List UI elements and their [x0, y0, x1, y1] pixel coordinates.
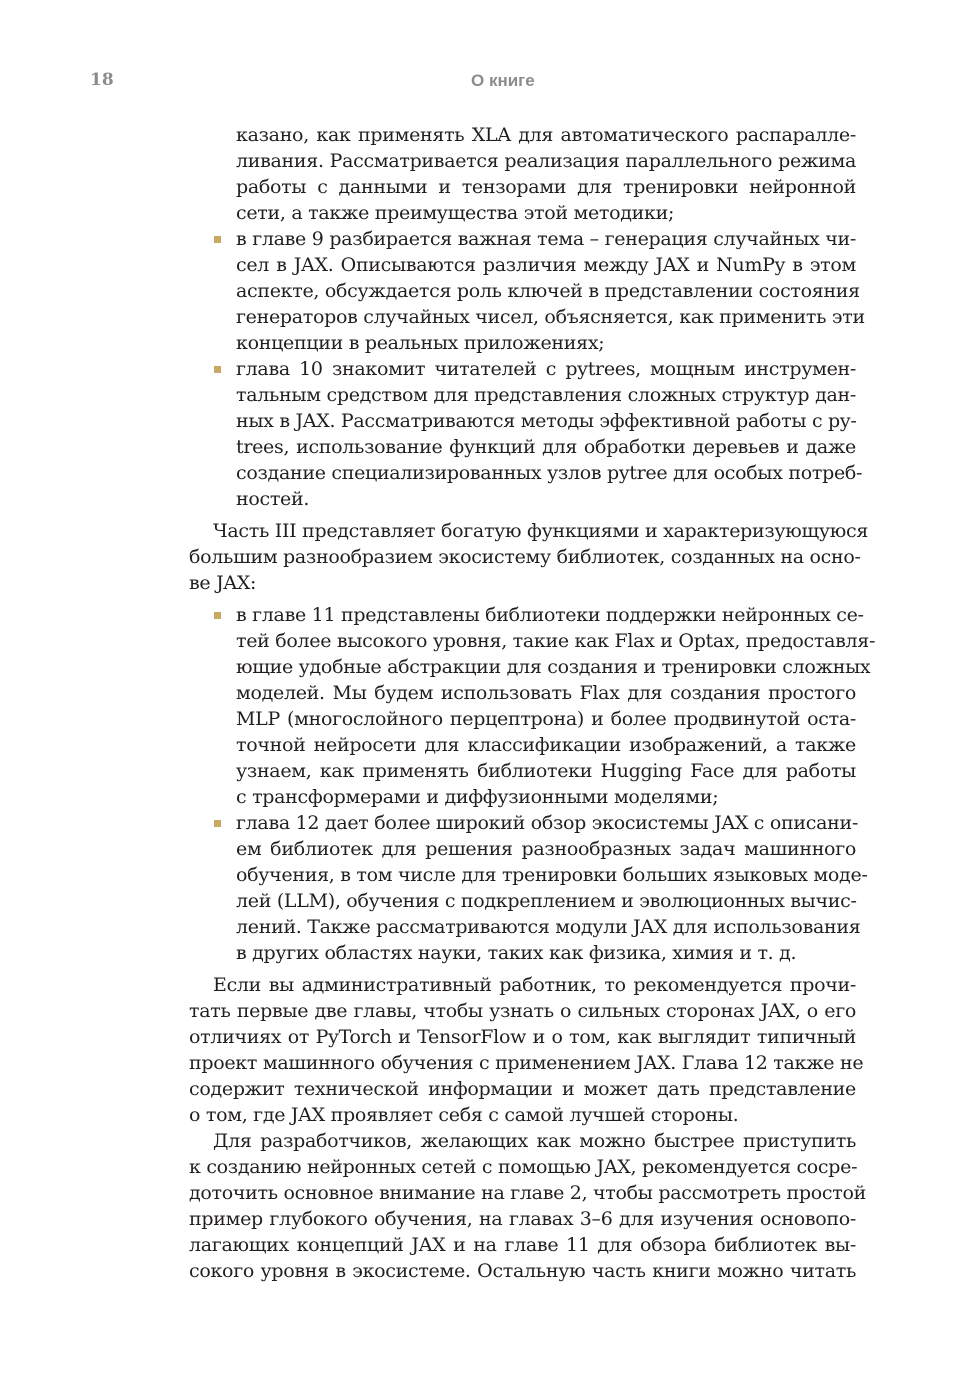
text-line: лений. Также рассматриваются модули JAX для использования — [236, 916, 861, 938]
text-line: ностей. — [236, 488, 310, 510]
text-line: trees, использование функций для обработки деревьев и даже — [236, 436, 856, 458]
text-line: содержит технической информации и может дать представление — [189, 1078, 856, 1100]
bulleted-list — [189, 602, 876, 966]
text-line: о том, где JAX проявляет себя с самой лучшей стороны. — [189, 1104, 739, 1126]
text-line: Если вы административный работник, то рекомендуется прочи- — [213, 974, 856, 996]
text-line: Часть III представляет богатую функциями и характеризующуюся — [213, 520, 869, 542]
bullet-square-icon — [214, 236, 221, 243]
text-line: сокого уровня в экосистеме. Остальную часть книги можно читать — [189, 1260, 856, 1282]
text-line: отличиях от PyTorch и TensorFlow и о том, как выглядит типичный — [189, 1026, 856, 1048]
text-line: с трансформерами и диффузионными моделями; — [236, 786, 719, 808]
text-line: сел в JAX. Описываются различия между JAX и NumPy в этом — [236, 254, 856, 276]
text-line: работы с данными и тензорами для тренировки нейронной — [236, 176, 856, 198]
bullet-square-icon — [214, 820, 221, 827]
list-item — [189, 602, 876, 810]
list-item — [189, 810, 868, 966]
text-line: в главе 11 представлены библиотеки поддержки нейронных се- — [236, 604, 864, 626]
text-line: точной нейросети для классификации изображений, а также — [236, 734, 856, 756]
text-line: аспекте, обсуждается роль ключей в представлении состояния — [236, 280, 860, 302]
bulleted-list — [189, 122, 865, 512]
text-line: к созданию нейронных сетей с помощью JAX, рекомендуется сосре- — [189, 1156, 858, 1178]
list-item — [189, 226, 865, 356]
text-line: тальным средством для представления сложных структур дан- — [236, 384, 856, 406]
running-title: О книге — [471, 71, 535, 90]
text-line: создание специализированных узлов pytree для особых потреб- — [236, 462, 863, 484]
text-line: тать первые две главы, чтобы узнать о сильных сторонах JAX, о его — [189, 1000, 856, 1022]
text-line: пример глубокого обучения, на главах 3–6 для изучения основопо- — [189, 1208, 856, 1230]
text-line: глава 12 дает более широкий обзор экосистемы JAX с описани- — [236, 812, 858, 834]
text-line: ющие удобные абстракции для создания и тренировки сложных — [236, 656, 871, 678]
text-line: моделей. Мы будем использовать Flax для создания простого — [236, 682, 856, 704]
page-body — [189, 122, 876, 1290]
text-line: доточить основное внимание на главе 2, чтобы рассмотреть простой — [189, 1182, 866, 1204]
paragraph — [189, 518, 869, 596]
paragraph — [189, 972, 864, 1128]
paragraph — [189, 1128, 866, 1284]
text-line: глава 10 знакомит читателей с pytrees, мощным инструмен- — [236, 358, 856, 380]
text-line: ем библиотек для решения разнообразных задач машинного — [236, 838, 856, 860]
text-line: MLP (многослойного перцептрона) и более продвинутой оста- — [236, 708, 856, 730]
text-line: узнаем, как применять библиотеки Hugging Face для работы — [236, 760, 856, 782]
text-line: обучения, в том числе для тренировки больших языковых моде- — [236, 864, 868, 886]
text-line: в других областях науки, таких как физика, химия и т. д. — [236, 942, 797, 964]
text-line: большим разнообразием экосистему библиотек, созданных на осно- — [189, 546, 861, 568]
text-line: тей более высокого уровня, такие как Flax и Optax, предоставля- — [236, 630, 876, 652]
page-number: 18 — [90, 70, 114, 90]
text-line: генераторов случайных чисел, объясняется, как применить эти — [236, 306, 865, 328]
list-item — [189, 122, 856, 226]
bullet-square-icon — [214, 366, 221, 373]
text-line: в главе 9 разбирается важная тема – генерация случайных чи- — [236, 228, 856, 250]
text-line: проект машинного обучения с применением JAX. Глава 12 также не — [189, 1052, 864, 1074]
text-line: концепции в реальных приложениях; — [236, 332, 605, 354]
text-line: лагающих концепций JAX и на главе 11 для обзора библиотек вы- — [189, 1234, 856, 1256]
text-line: ве JAX: — [189, 572, 257, 594]
text-line: лей (LLM), обучения с подкреплением и эволюционных вычис- — [236, 890, 857, 912]
list-item — [189, 356, 863, 512]
text-line: казано, как применять XLA для автоматического распаралле- — [236, 124, 856, 146]
text-line: ливания. Рассматривается реализация параллельного режима — [236, 150, 856, 172]
bullet-square-icon — [214, 612, 221, 619]
text-line: Для разработчиков, желающих как можно быстрее приступить — [213, 1130, 856, 1152]
text-line: ных в JAX. Рассматриваются методы эффективной работы с py- — [236, 410, 857, 432]
text-line: сети, а также преимущества этой методики; — [236, 202, 675, 224]
